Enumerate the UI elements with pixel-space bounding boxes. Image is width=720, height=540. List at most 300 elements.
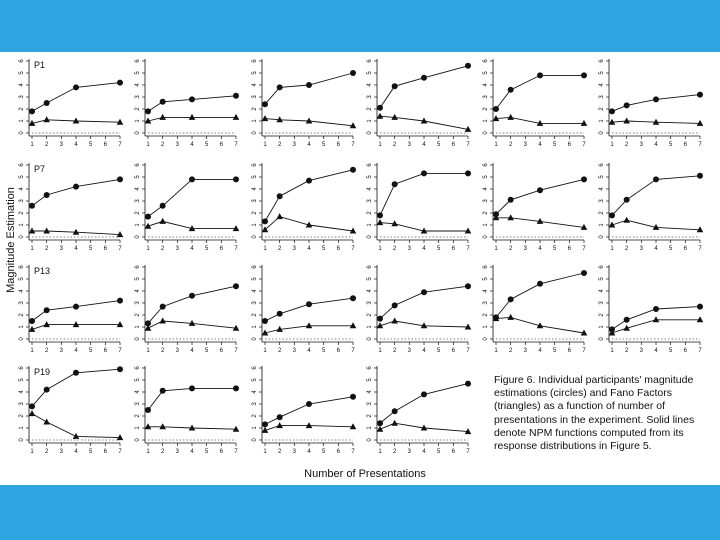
x-tick-label: 7 — [118, 246, 122, 252]
x-tick-label: 2 — [508, 348, 513, 354]
y-tick-label: 5 — [483, 71, 489, 75]
estimation-point — [697, 92, 703, 98]
y-tick-label: 5 — [19, 71, 25, 75]
x-tick-label: 5 — [552, 246, 557, 252]
y-tick-label: 4 — [599, 187, 605, 191]
x-tick-label: 7 — [466, 348, 470, 354]
x-tick-label: 3 — [639, 246, 644, 252]
y-tick-label: 6 — [19, 59, 25, 63]
estimation-point — [277, 84, 283, 90]
panel — [252, 163, 356, 252]
y-tick-label: 5 — [135, 175, 141, 179]
y-tick-label: 5 — [135, 277, 141, 281]
x-tick-label: 7 — [582, 246, 586, 252]
x-tick-label: 2 — [160, 449, 165, 455]
estimation-point — [262, 218, 268, 224]
x-tick-label: 1 — [494, 246, 498, 252]
x-tick-label: 1 — [610, 348, 614, 354]
y-tick-label: 0 — [252, 438, 258, 442]
estimation-point — [262, 318, 268, 324]
y-tick-label: 0 — [599, 131, 605, 135]
x-tick-label: 6 — [336, 348, 341, 354]
x-tick-label: 5 — [321, 142, 326, 148]
x-tick-label: 6 — [219, 449, 224, 455]
estimation-point — [537, 72, 543, 78]
y-tick-label: 2 — [19, 313, 25, 317]
x-tick-label: 1 — [30, 348, 34, 354]
y-tick-label: 1 — [19, 426, 25, 430]
x-tick-label: 2 — [277, 449, 282, 455]
estimation-point — [508, 296, 514, 302]
fano-factor-point — [391, 318, 398, 324]
y-tick-label: 4 — [19, 187, 25, 191]
x-tick-label: 3 — [407, 142, 412, 148]
x-tick-label: 4 — [654, 142, 658, 148]
panel — [19, 59, 123, 148]
estimation-point — [581, 270, 587, 276]
y-tick-label: 6 — [135, 366, 141, 370]
y-tick-label: 0 — [135, 438, 141, 442]
fano-factor-point — [43, 116, 50, 122]
y-tick-label: 4 — [367, 83, 373, 87]
fano-factor-point — [391, 420, 398, 426]
estimation-point — [653, 306, 659, 312]
y-tick-label: 2 — [367, 414, 373, 418]
y-tick-label: 6 — [252, 265, 258, 269]
x-tick-label: 2 — [44, 348, 49, 354]
panel-label: P1 — [34, 60, 46, 70]
estimation-point — [73, 184, 79, 190]
x-tick-label: 1 — [30, 246, 34, 252]
y-tick-label: 3 — [135, 402, 141, 406]
x-tick-label: 1 — [146, 142, 150, 148]
y-tick-label: 6 — [19, 265, 25, 269]
x-tick-label: 4 — [74, 449, 78, 455]
panel — [367, 59, 471, 148]
x-tick-label: 2 — [44, 449, 49, 455]
x-tick-label: 6 — [103, 348, 108, 354]
y-tick-label: 1 — [135, 223, 141, 227]
y-tick-label: 0 — [367, 337, 373, 341]
y-tick-label: 6 — [252, 366, 258, 370]
x-tick-label: 5 — [321, 246, 326, 252]
y-tick-label: 1 — [599, 223, 605, 227]
x-tick-label: 7 — [466, 142, 470, 148]
x-tick-label: 6 — [567, 142, 572, 148]
y-tick-label: 1 — [367, 426, 373, 430]
y-tick-label: 0 — [135, 337, 141, 341]
estimation-point — [29, 203, 35, 209]
x-tick-label: 3 — [59, 142, 64, 148]
y-tick-label: 0 — [19, 131, 25, 135]
panel — [367, 265, 471, 354]
x-tick-label: 3 — [639, 348, 644, 354]
y-tick-label: 3 — [19, 301, 25, 305]
x-tick-label: 2 — [277, 348, 282, 354]
y-tick-label: 4 — [483, 289, 489, 293]
y-tick-label: 6 — [252, 59, 258, 63]
x-tick-label: 5 — [321, 348, 326, 354]
x-tick-label: 1 — [610, 142, 614, 148]
x-tick-label: 1 — [494, 142, 498, 148]
estimation-point — [44, 307, 50, 313]
estimation-point — [189, 176, 195, 182]
x-tick-label: 5 — [668, 142, 673, 148]
x-tick-label: 5 — [436, 348, 441, 354]
y-tick-label: 3 — [252, 402, 258, 406]
y-tick-label: 0 — [19, 235, 25, 239]
y-tick-label: 5 — [599, 175, 605, 179]
bottom-band — [0, 485, 720, 540]
x-tick-label: 3 — [59, 449, 64, 455]
x-tick-label: 2 — [277, 246, 282, 252]
x-tick-label: 5 — [552, 142, 557, 148]
fano-factor-point — [350, 322, 357, 328]
estimation-point — [145, 214, 151, 220]
estimation-point — [609, 212, 615, 218]
x-tick-label: 1 — [263, 449, 267, 455]
estimation-point — [581, 176, 587, 182]
x-tick-label: 7 — [351, 246, 355, 252]
x-tick-label: 3 — [59, 348, 64, 354]
y-tick-label: 1 — [483, 325, 489, 329]
x-tick-label: 7 — [351, 142, 355, 148]
y-tick-label: 1 — [367, 325, 373, 329]
x-tick-label: 5 — [88, 348, 93, 354]
panel — [483, 163, 587, 252]
x-tick-label: 1 — [378, 449, 382, 455]
y-tick-label: 4 — [483, 83, 489, 87]
x-tick-label: 6 — [103, 246, 108, 252]
x-tick-label: 2 — [392, 348, 397, 354]
y-tick-label: 3 — [599, 95, 605, 99]
fano-factor-point — [377, 219, 384, 225]
y-tick-label: 1 — [252, 223, 258, 227]
y-tick-label: 2 — [19, 211, 25, 215]
y-tick-label: 1 — [367, 223, 373, 227]
x-tick-label: 5 — [436, 246, 441, 252]
estimation-point — [277, 311, 283, 317]
estimation-point — [421, 289, 427, 295]
y-tick-label: 6 — [252, 163, 258, 167]
y-tick-label: 2 — [252, 211, 258, 215]
x-tick-label: 1 — [378, 348, 382, 354]
x-tick-label: 1 — [263, 142, 267, 148]
y-tick-label: 6 — [135, 265, 141, 269]
estimation-point — [233, 176, 239, 182]
x-tick-label: 2 — [392, 142, 397, 148]
estimation-point — [277, 414, 283, 420]
y-tick-label: 2 — [135, 211, 141, 215]
x-tick-label: 4 — [422, 142, 426, 148]
x-tick-label: 3 — [292, 348, 297, 354]
y-tick-label: 2 — [135, 414, 141, 418]
estimation-point — [697, 173, 703, 179]
y-tick-label: 3 — [483, 301, 489, 305]
y-tick-label: 1 — [135, 426, 141, 430]
x-tick-label: 1 — [263, 348, 267, 354]
estimation-point — [277, 193, 283, 199]
x-tick-label: 7 — [466, 449, 470, 455]
fano-factor-point — [189, 114, 196, 120]
y-tick-label: 0 — [367, 438, 373, 442]
x-tick-label: 4 — [74, 246, 78, 252]
estimation-point — [117, 366, 123, 372]
estimation-point — [653, 96, 659, 102]
y-tick-label: 1 — [135, 119, 141, 123]
y-tick-label: 1 — [252, 426, 258, 430]
y-tick-label: 5 — [252, 378, 258, 382]
y-tick-label: 6 — [367, 59, 373, 63]
y-tick-label: 0 — [367, 131, 373, 135]
fano-factor-point — [43, 228, 50, 234]
estimation-point — [377, 316, 383, 322]
y-tick-label: 2 — [367, 313, 373, 317]
y-tick-label: 4 — [252, 83, 258, 87]
y-tick-label: 6 — [135, 163, 141, 167]
x-tick-label: 7 — [351, 449, 355, 455]
panel — [599, 59, 703, 148]
estimation-point — [44, 387, 50, 393]
x-tick-label: 3 — [175, 246, 180, 252]
estimation-line — [380, 384, 468, 424]
y-tick-label: 3 — [483, 95, 489, 99]
y-tick-label: 2 — [483, 211, 489, 215]
y-tick-label: 3 — [252, 95, 258, 99]
y-tick-label: 4 — [252, 390, 258, 394]
x-tick-label: 7 — [234, 142, 238, 148]
estimation-point — [581, 72, 587, 78]
y-tick-label: 5 — [135, 71, 141, 75]
fano-factor-point — [507, 114, 514, 120]
x-tick-label: 2 — [277, 142, 282, 148]
y-tick-label: 4 — [367, 390, 373, 394]
y-tick-label: 4 — [19, 390, 25, 394]
estimation-point — [465, 170, 471, 176]
y-tick-label: 2 — [252, 414, 258, 418]
figure-caption: Figure 6. Individual participants' magnitude estimations (circles) and Fano Factors (triangles) as a function of number of presentations in the experiment. Solid lines denote NPM functions computed from its response distributions in Figure 5. — [494, 374, 695, 453]
y-tick-label: 0 — [252, 235, 258, 239]
x-tick-label: 7 — [118, 142, 122, 148]
fano-factor-point — [29, 228, 36, 234]
x-tick-label: 6 — [219, 246, 224, 252]
panel — [252, 366, 356, 455]
fano-factor-point — [73, 321, 80, 327]
x-tick-label: 7 — [698, 246, 702, 252]
estimation-point — [262, 421, 268, 427]
estimation-point — [493, 106, 499, 112]
x-tick-label: 1 — [146, 246, 150, 252]
estimation-point — [537, 187, 543, 193]
panel — [483, 265, 587, 354]
estimation-point — [350, 70, 356, 76]
x-tick-label: 2 — [624, 142, 629, 148]
x-tick-label: 4 — [422, 246, 426, 252]
y-tick-label: 0 — [135, 131, 141, 135]
estimation-point — [465, 381, 471, 387]
y-tick-label: 5 — [252, 277, 258, 281]
y-tick-label: 4 — [19, 83, 25, 87]
estimation-point — [392, 83, 398, 89]
y-tick-label: 4 — [367, 289, 373, 293]
x-tick-label: 5 — [204, 246, 209, 252]
x-tick-label: 4 — [307, 246, 311, 252]
x-tick-label: 6 — [219, 142, 224, 148]
x-tick-label: 3 — [523, 348, 528, 354]
y-tick-label: 0 — [483, 337, 489, 341]
fano-factor-point — [43, 321, 50, 327]
x-tick-label: 3 — [523, 246, 528, 252]
x-tick-label: 4 — [190, 449, 194, 455]
y-tick-label: 2 — [483, 107, 489, 111]
fano-factor-point — [233, 225, 240, 231]
x-tick-label: 3 — [407, 348, 412, 354]
x-tick-label: 4 — [538, 246, 542, 252]
y-tick-label: 3 — [599, 301, 605, 305]
x-tick-label: 6 — [683, 142, 688, 148]
estimation-point — [145, 407, 151, 413]
x-tick-label: 4 — [538, 142, 542, 148]
panel-label: P19 — [34, 367, 51, 377]
estimation-point — [306, 301, 312, 307]
y-tick-label: 0 — [367, 235, 373, 239]
x-tick-label: 4 — [422, 348, 426, 354]
estimation-point — [465, 63, 471, 69]
x-tick-label: 6 — [103, 449, 108, 455]
fano-factor-point — [306, 422, 313, 428]
y-tick-label: 3 — [252, 199, 258, 203]
panel — [19, 163, 123, 252]
y-tick-label: 5 — [135, 378, 141, 382]
y-tick-label: 0 — [599, 235, 605, 239]
x-tick-label: 3 — [407, 246, 412, 252]
x-tick-label: 6 — [103, 142, 108, 148]
x-tick-label: 3 — [59, 246, 64, 252]
fano-factor-point — [145, 423, 152, 429]
y-tick-label: 6 — [599, 163, 605, 167]
estimation-point — [73, 370, 79, 376]
fano-factor-point — [159, 423, 166, 429]
estimation-point — [377, 212, 383, 218]
estimation-point — [306, 401, 312, 407]
y-tick-label: 6 — [135, 59, 141, 63]
fano-factor-point — [377, 113, 384, 119]
x-tick-label: 5 — [88, 142, 93, 148]
y-tick-label: 0 — [252, 131, 258, 135]
x-tick-label: 4 — [307, 142, 311, 148]
estimation-line — [496, 179, 584, 214]
estimation-point — [262, 101, 268, 107]
y-tick-label: 6 — [19, 366, 25, 370]
y-tick-label: 3 — [252, 301, 258, 305]
x-tick-label: 4 — [307, 449, 311, 455]
y-tick-label: 3 — [367, 301, 373, 305]
estimation-point — [421, 391, 427, 397]
y-tick-label: 2 — [367, 211, 373, 215]
y-tick-label: 6 — [599, 59, 605, 63]
panel — [599, 265, 703, 354]
estimation-line — [148, 179, 236, 216]
y-tick-label: 1 — [367, 119, 373, 123]
x-tick-label: 7 — [698, 142, 702, 148]
fano-factor-point — [697, 316, 704, 322]
x-tick-label: 5 — [552, 348, 557, 354]
fano-factor-point — [276, 422, 283, 428]
fano-factor-point — [465, 228, 472, 234]
fano-factor-point — [653, 316, 660, 322]
y-tick-label: 5 — [252, 71, 258, 75]
panel — [599, 163, 703, 252]
fano-factor-point — [507, 314, 514, 320]
estimation-point — [377, 420, 383, 426]
x-tick-label: 4 — [190, 246, 194, 252]
estimation-point — [189, 293, 195, 299]
y-tick-label: 4 — [19, 289, 25, 293]
fano-factor-point — [306, 322, 313, 328]
x-tick-label: 7 — [234, 449, 238, 455]
estimation-point — [233, 385, 239, 391]
panel — [135, 163, 239, 252]
x-tick-label: 7 — [466, 246, 470, 252]
y-tick-label: 6 — [19, 163, 25, 167]
x-tick-label: 6 — [336, 246, 341, 252]
x-tick-label: 5 — [204, 142, 209, 148]
estimation-point — [29, 108, 35, 114]
fano-factor-point — [276, 213, 283, 219]
y-tick-label: 0 — [135, 235, 141, 239]
fano-factor-point — [159, 218, 166, 224]
y-tick-label: 5 — [19, 175, 25, 179]
y-tick-label: 2 — [135, 107, 141, 111]
estimation-point — [465, 283, 471, 289]
x-tick-label: 3 — [292, 142, 297, 148]
x-tick-label: 6 — [219, 348, 224, 354]
y-tick-label: 4 — [252, 187, 258, 191]
estimation-line — [496, 273, 584, 317]
y-tick-label: 1 — [599, 119, 605, 123]
x-tick-label: 3 — [407, 449, 412, 455]
y-tick-label: 5 — [19, 378, 25, 382]
estimation-point — [508, 197, 514, 203]
y-tick-label: 2 — [599, 313, 605, 317]
y-tick-label: 5 — [599, 277, 605, 281]
estimation-point — [160, 99, 166, 105]
estimation-point — [29, 318, 35, 324]
estimation-point — [29, 403, 35, 409]
y-tick-label: 3 — [367, 402, 373, 406]
estimation-point — [653, 176, 659, 182]
x-tick-label: 5 — [204, 449, 209, 455]
x-tick-label: 5 — [436, 142, 441, 148]
x-tick-label: 4 — [74, 142, 78, 148]
y-tick-label: 1 — [135, 325, 141, 329]
x-tick-label: 7 — [118, 449, 122, 455]
x-tick-label: 5 — [204, 348, 209, 354]
y-tick-label: 3 — [19, 199, 25, 203]
y-tick-label: 6 — [367, 265, 373, 269]
estimation-point — [117, 176, 123, 182]
estimation-point — [233, 93, 239, 99]
y-tick-label: 5 — [252, 175, 258, 179]
y-tick-label: 3 — [19, 402, 25, 406]
fano-factor-point — [233, 114, 240, 120]
x-tick-label: 2 — [160, 348, 165, 354]
y-tick-label: 5 — [367, 71, 373, 75]
y-tick-label: 2 — [599, 107, 605, 111]
y-tick-label: 3 — [19, 95, 25, 99]
y-tick-label: 5 — [367, 277, 373, 281]
y-tick-label: 2 — [367, 107, 373, 111]
